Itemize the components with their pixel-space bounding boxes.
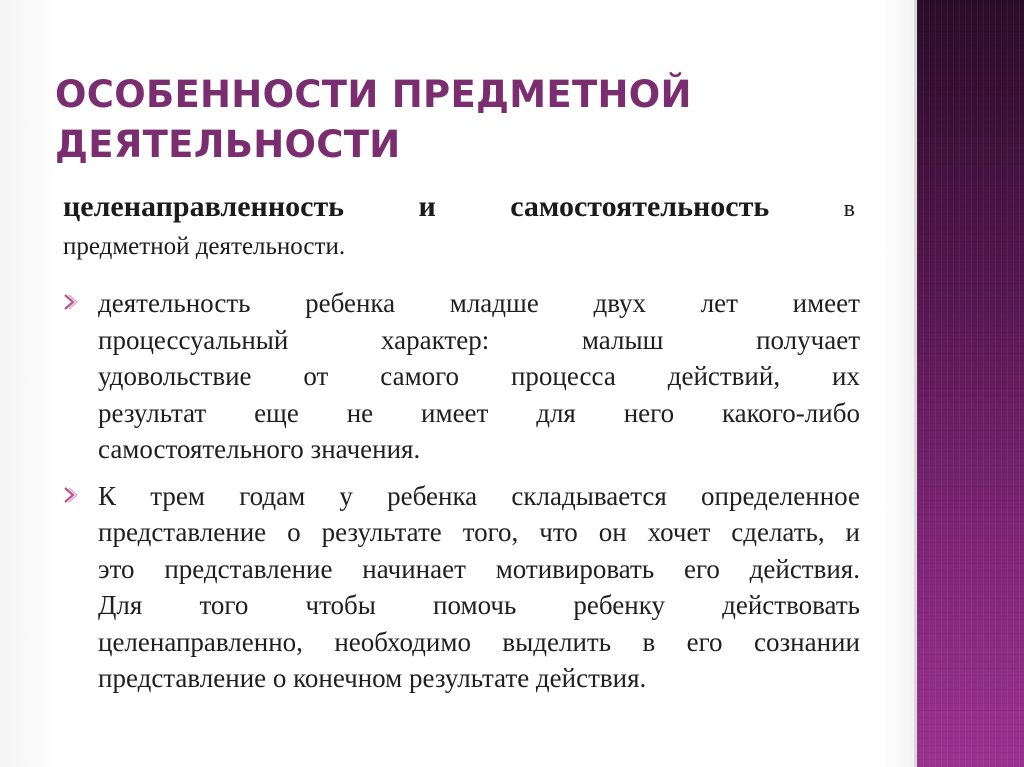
word: получает	[756, 324, 860, 355]
word: хочет	[647, 517, 711, 547]
word: действовать	[722, 590, 860, 620]
word: действия.	[749, 553, 860, 584]
word: сознании	[754, 626, 860, 657]
bullet-list	[60, 285, 860, 707]
bullet-line	[98, 478, 860, 515]
word: трем	[150, 480, 205, 511]
word: у	[339, 480, 353, 511]
side-decor-panel	[917, 0, 1024, 767]
bullet-line	[98, 660, 860, 697]
subtitle-line-2: предметной деятельности.	[63, 233, 346, 260]
word: него	[623, 397, 675, 428]
word: самого	[380, 361, 460, 391]
subtitle-bold-and: и	[418, 190, 436, 223]
word: что	[539, 517, 578, 547]
word: лет	[700, 288, 738, 318]
bullet-item	[60, 478, 860, 697]
word: в	[642, 626, 656, 657]
word: представление	[98, 517, 267, 547]
word: представление о конечном результате действия.	[98, 663, 647, 693]
word: самостоятельного значения.	[98, 434, 421, 464]
subtitle-bold-1: целенаправленность	[63, 190, 345, 223]
chevron-right-icon	[60, 291, 82, 313]
word: помочь	[433, 590, 517, 620]
word: К	[98, 480, 117, 511]
bullet-line	[98, 395, 860, 432]
word: удовольствие	[98, 361, 252, 391]
word: выделить	[502, 626, 612, 657]
word: его	[686, 626, 723, 657]
word: годам	[239, 480, 306, 511]
word: не	[346, 397, 374, 428]
chevron-right-icon	[60, 484, 82, 506]
word: от	[303, 361, 329, 391]
word: какого-либо	[721, 397, 860, 428]
bullet-line	[98, 431, 860, 468]
subtitle	[63, 188, 855, 266]
word: процесса	[510, 361, 616, 391]
word: его	[683, 553, 720, 584]
title-line-1: ОСОБЕННОСТИ ПРЕДМЕТНОЙ	[55, 73, 692, 116]
word: результат	[98, 397, 207, 428]
title-line-2: ДЕЯТЕЛЬНОСТИ	[55, 123, 401, 166]
word: определенное	[701, 480, 860, 511]
word: начинает	[362, 553, 466, 584]
bullet-line	[98, 587, 860, 624]
word: складывается	[511, 480, 667, 511]
word: чтобы	[305, 590, 376, 620]
bullet-line	[98, 322, 860, 359]
word: необходимо	[334, 626, 471, 657]
word: ребенка	[305, 288, 396, 318]
bullet-text	[98, 285, 860, 468]
word: целенаправленно,	[98, 626, 303, 657]
word: двух	[593, 288, 647, 318]
bullet-item	[60, 285, 860, 468]
subtitle-bold-2: самостоятельность	[510, 190, 770, 223]
word: результате	[321, 517, 442, 547]
bullet-text	[98, 478, 860, 697]
word: он	[598, 517, 627, 547]
word: Для	[98, 590, 143, 620]
word: их	[831, 361, 860, 391]
bullet-line	[98, 514, 860, 551]
word: для	[536, 397, 576, 428]
word: младше	[449, 288, 539, 318]
bullet-line	[98, 551, 860, 588]
bullet-line	[98, 624, 860, 661]
word: мотивировать	[495, 553, 655, 584]
word: процессуальный	[98, 324, 289, 355]
word: сделать,	[731, 517, 825, 547]
word: это	[98, 553, 135, 584]
word: еще	[254, 397, 299, 428]
word: малыш	[581, 324, 664, 355]
word: действий,	[667, 361, 781, 391]
word: о	[287, 517, 301, 547]
word: деятельность	[98, 288, 251, 318]
word: ребенка	[387, 480, 478, 511]
word: имеет	[792, 288, 860, 318]
word: имеет	[421, 397, 489, 428]
word: того,	[462, 517, 519, 547]
slide-title	[55, 70, 695, 170]
word: ребенку	[573, 590, 665, 620]
word: характер:	[381, 324, 490, 355]
bullet-line	[98, 358, 860, 395]
subtitle-word: в	[843, 196, 855, 222]
word: представление	[164, 553, 333, 584]
word: и	[845, 517, 860, 547]
word: того	[199, 590, 249, 620]
bullet-line	[98, 285, 860, 322]
